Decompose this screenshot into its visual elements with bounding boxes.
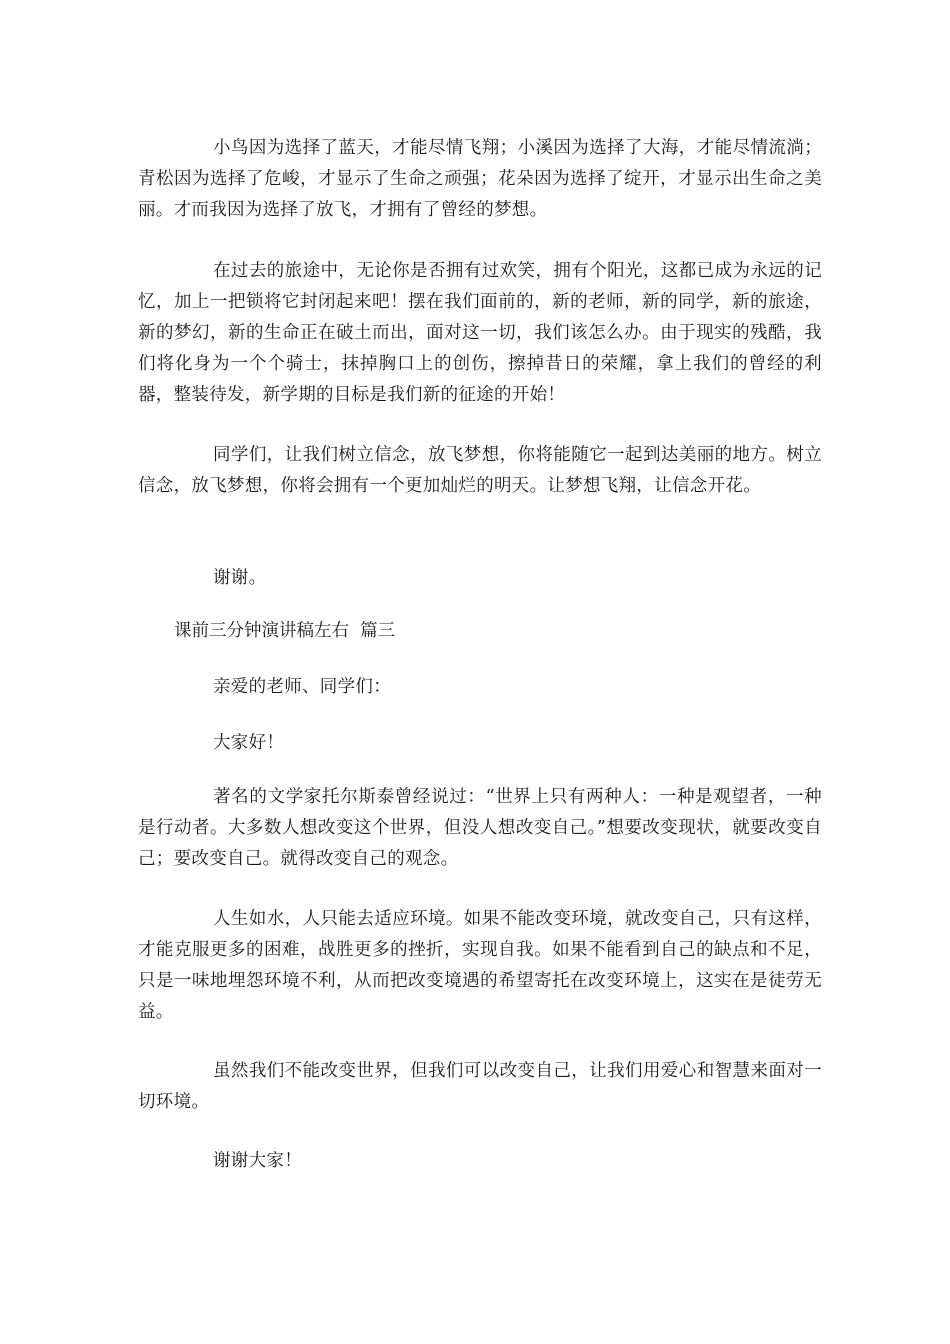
- paragraph-greeting-teachers: 亲爱的老师、同学们：: [213, 677, 391, 697]
- paragraph-birds-choice: 小鸟因为选择了蓝天，才能尽情飞翔；小溪因为选择了大海，才能尽情流淌；青松因为选择了危峻，才显示了生命之顽强；花朵因为选择了绽开，才显示出生命之美丽。才而我因为选择了放飞，才拥有了曾经的梦想。: [138, 138, 822, 220]
- paragraph-life-like-water: 人生如水，人只能去适应环境。如果不能改变环境，就改变自己，只有这样，才能克服更多的困难，战胜更多的挫折，实现自我。如果不能看到自己的缺点和不足，只是一味地埋怨环境不利，从而把改变境遇的希望寄托在改变环境上，这实在是徒劳无益。: [138, 909, 822, 1022]
- paragraph-thank-you-all: 谢谢大家！: [213, 1151, 302, 1171]
- paragraph-tolstoy-quote: 著名的文学家托尔斯泰曾经说过：“世界上只有两种人：一种是观望者，一种是行动者。大多数人想改变这个世界，但没人想改变自己。”想要改变现状，就要改变自己；要改变自己。就得改变自己的观念。: [138, 787, 822, 869]
- paragraph-past-journey: 在过去的旅途中，无论你是否拥有过欢笑，拥有个阳光，这都已成为永远的记忆，加上一把锁将它封闭起来吧！摆在我们面前的，新的老师，新的同学，新的旅途，新的梦幻，新的生命正在破土而出，面对这一切，我们该怎么办。由于现实的残酷，我们将化身为一个个骑士，抹掉胸口上的创伤，擦掉昔日的荣耀，拿上我们的曾经的利器，整装待发，新学期的目标是我们新的征途的开始！: [138, 261, 822, 405]
- paragraph-belief-dream: 同学们，让我们树立信念，放飞梦想，你将能随它一起到达美丽的地方。树立信念，放飞梦想，你将会拥有一个更加灿烂的明天。让梦想飞翔，让信念开花。: [138, 445, 822, 496]
- section-heading: 课前三分钟演讲稿左右 篇三: [174, 621, 396, 641]
- paragraph-change-ourselves: 虽然我们不能改变世界，但我们可以改变自己，让我们用爱心和智慧来面对一切环境。: [138, 1061, 822, 1112]
- paragraph-thanks: 谢谢。: [213, 568, 267, 588]
- paragraph-hello-everyone: 大家好！: [213, 733, 285, 753]
